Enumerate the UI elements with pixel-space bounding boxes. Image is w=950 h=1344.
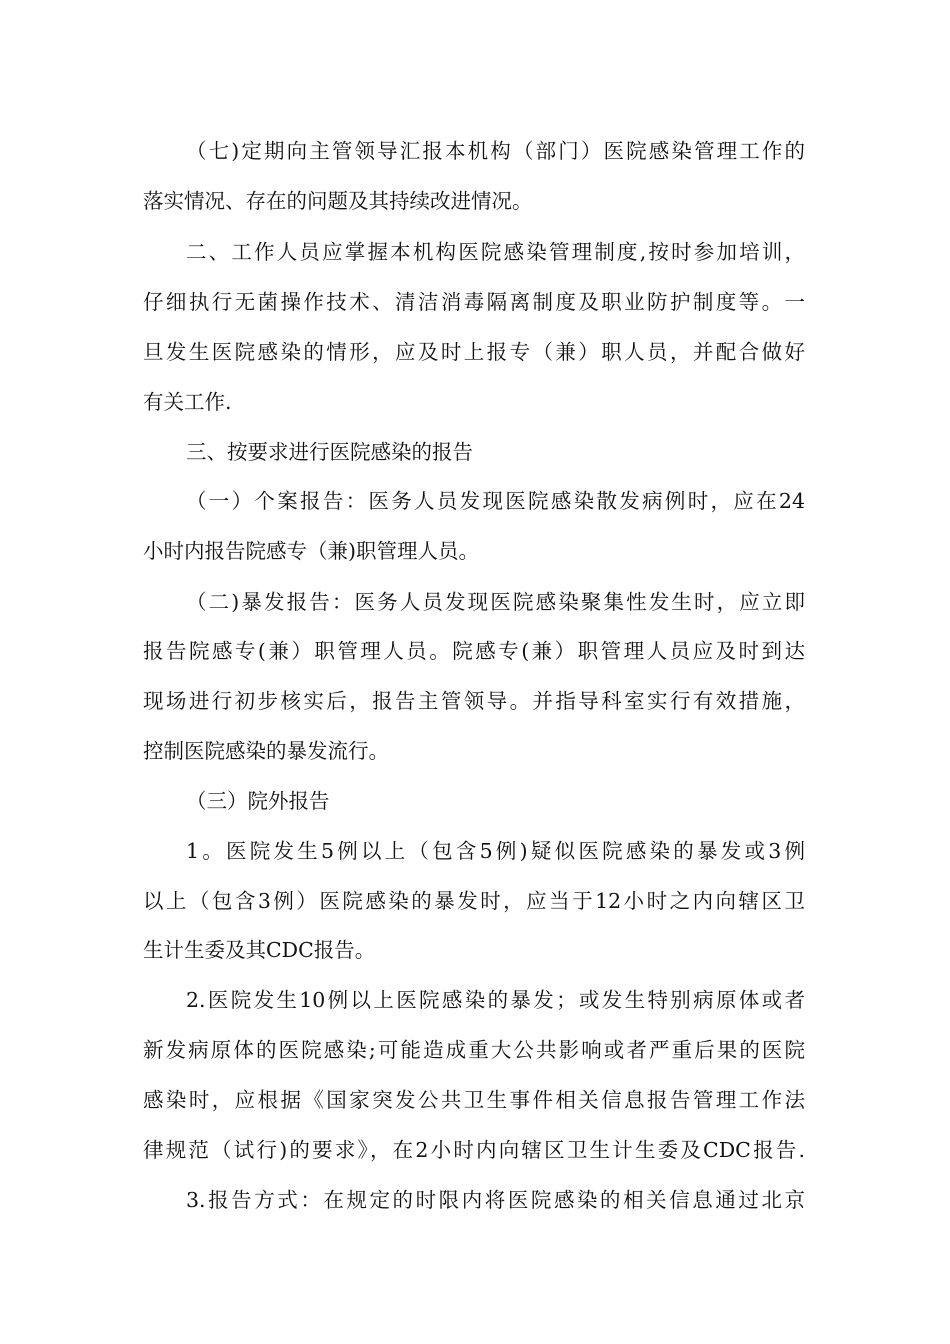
- paragraph-line: 2.医院发生10例以上医院感染的暴发；或发生特别病原体或者: [186, 988, 805, 1012]
- paragraph-line: 以上（包含3例）医院感染的暴发时，应当于12小时之内向辖区卫: [143, 889, 805, 913]
- paragraph-line: 仔细执行无菌操作技术、清洁消毒隔离制度及职业防护制度等。一: [143, 290, 805, 314]
- paragraph-line: 落实情况、存在的问题及其持续改进情况。: [143, 189, 533, 213]
- paragraph-line: 二、工作人员应掌握本机构医院感染管理制度,按时参加培训，: [186, 240, 805, 264]
- paragraph-line: 报告院感专(兼）职管理人员。院感专(兼）职管理人员应及时到达: [143, 639, 805, 663]
- paragraph-line: （一）个案报告：医务人员发现医院感染散发病例时，应在24: [186, 489, 805, 513]
- paragraph-line: 律规范（试行)的要求》，在2小时内向辖区卫生计生委及CDC报告.: [143, 1138, 805, 1162]
- paragraph-line: 有关工作.: [143, 390, 232, 414]
- paragraph-line: 感染时，应根据《国家突发公共卫生事件相关信息报告管理工作法: [143, 1088, 805, 1112]
- paragraph-line: （二)暴发报告：医务人员发现医院感染聚集性发生时，应立即: [186, 590, 805, 614]
- paragraph-line: 旦发生医院感染的情形，应及时上报专（兼）职人员，并配合做好: [143, 340, 805, 364]
- paragraph-line: 小时内报告院感专（兼)职管理人员。: [143, 539, 479, 563]
- paragraph-line: （七)定期向主管领导汇报本机构（部门）医院感染管理工作的: [186, 139, 805, 163]
- paragraph-line: 控制医院感染的暴发流行。: [143, 739, 389, 763]
- paragraph-line: 新发病原体的医院感染;可能造成重大公共影响或者严重后果的医院: [143, 1038, 805, 1062]
- paragraph-line: 生计生委及其CDC报告。: [143, 938, 376, 962]
- section-heading: （三）院外报告: [186, 789, 330, 813]
- paragraph-line: 1。医院发生5例以上（包含5例)疑似医院感染的暴发或3例: [186, 839, 805, 863]
- paragraph-line: 现场进行初步核实后，报告主管领导。并指导科室实行有效措施，: [143, 689, 805, 713]
- section-heading: 三、按要求进行医院感染的报告: [186, 440, 473, 464]
- paragraph-line: 3.报告方式：在规定的时限内将医院感染的相关信息通过北京: [186, 1188, 805, 1212]
